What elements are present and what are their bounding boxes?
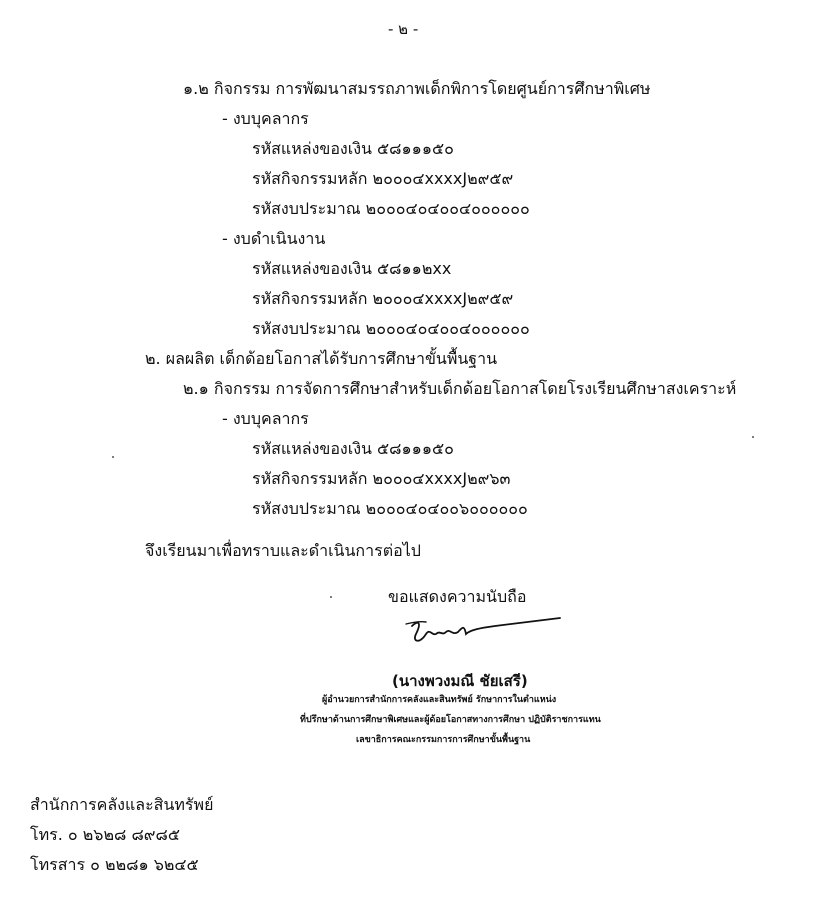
operations-budget-label: - งบดำเนินงาน bbox=[222, 229, 326, 248]
budget-code: รหัสงบประมาณ ๒๐๐๐๔๐๔๐๐๖๐๐๐๐๐๐ bbox=[252, 499, 528, 518]
main-activity-code: รหัสกิจกรรมหลัก ๒๐๐๐๔xxxxJ๒๙๖๓ bbox=[252, 469, 511, 488]
footer-fax: โทรสาร ๐ ๒๒๘๑ ๖๒๔๕ bbox=[30, 855, 199, 874]
output-2-heading: ๒. ผลผลิต เด็กด้อยโอกาสได้รับการศึกษาขั้นพื้นฐาน bbox=[145, 349, 498, 368]
salutation: ขอแสดงความนับถือ bbox=[388, 587, 527, 606]
scan-speck bbox=[330, 596, 332, 598]
scan-speck bbox=[112, 456, 114, 458]
signatory-role-line-2: ที่ปรึกษาด้านการศึกษาพิเศษและผู้ด้อยโอกาสทางการศึกษา ปฏิบัติราชการแทน bbox=[300, 715, 601, 725]
signatory-role-line-3: เลขาธิการคณะกรรมการการศึกษาขั้นพื้นฐาน bbox=[356, 735, 531, 745]
budget-code: รหัสงบประมาณ ๒๐๐๐๔๐๔๐๐๔๐๐๐๐๐๐ bbox=[252, 319, 530, 338]
activity-2-1-heading: ๒.๑ กิจกรรม การจัดการศึกษาสำหรับเด็กด้อยโอกาสโดยโรงเรียนศึกษาสงเคราะห์ bbox=[183, 379, 737, 398]
signatory-name: (นางพวงมณี ชัยเสรี) bbox=[392, 672, 528, 690]
personnel-budget-label: - งบบุคลากร bbox=[222, 109, 309, 128]
main-activity-code: รหัสกิจกรรมหลัก ๒๐๐๐๔xxxxJ๒๙๕๙ bbox=[252, 169, 514, 188]
handwritten-signature bbox=[400, 612, 570, 652]
fund-source-code: รหัสแหล่งของเงิน ๕๘๑๑๒xx bbox=[252, 259, 452, 278]
page-number: - ๒ - bbox=[388, 20, 419, 38]
signatory-role-line-1: ผู้อำนวยการสำนักการคลังและสินทรัพย์ รักษาการในตำแหน่ง bbox=[322, 695, 557, 705]
scan-speck bbox=[752, 436, 754, 438]
fund-source-code: รหัสแหล่งของเงิน ๕๘๑๑๑๕๐ bbox=[252, 439, 454, 458]
closing-sentence: จึงเรียนมาเพื่อทราบและดำเนินการต่อไป bbox=[145, 541, 421, 560]
personnel-budget-label: - งบบุคลากร bbox=[222, 409, 309, 428]
footer-office: สำนักการคลังและสินทรัพย์ bbox=[30, 795, 214, 814]
footer-phone: โทร. ๐ ๒๖๒๘ ๘๙๘๕ bbox=[30, 825, 180, 844]
budget-code: รหัสงบประมาณ ๒๐๐๐๔๐๔๐๐๔๐๐๐๐๐๐ bbox=[252, 199, 530, 218]
activity-1-2-heading: ๑.๒ กิจกรรม การพัฒนาสมรรถภาพเด็กพิการโดยศูนย์การศึกษาพิเศษ bbox=[183, 79, 651, 98]
fund-source-code: รหัสแหล่งของเงิน ๕๘๑๑๑๕๐ bbox=[252, 139, 454, 158]
main-activity-code: รหัสกิจกรรมหลัก ๒๐๐๐๔xxxxJ๒๙๕๙ bbox=[252, 289, 514, 308]
